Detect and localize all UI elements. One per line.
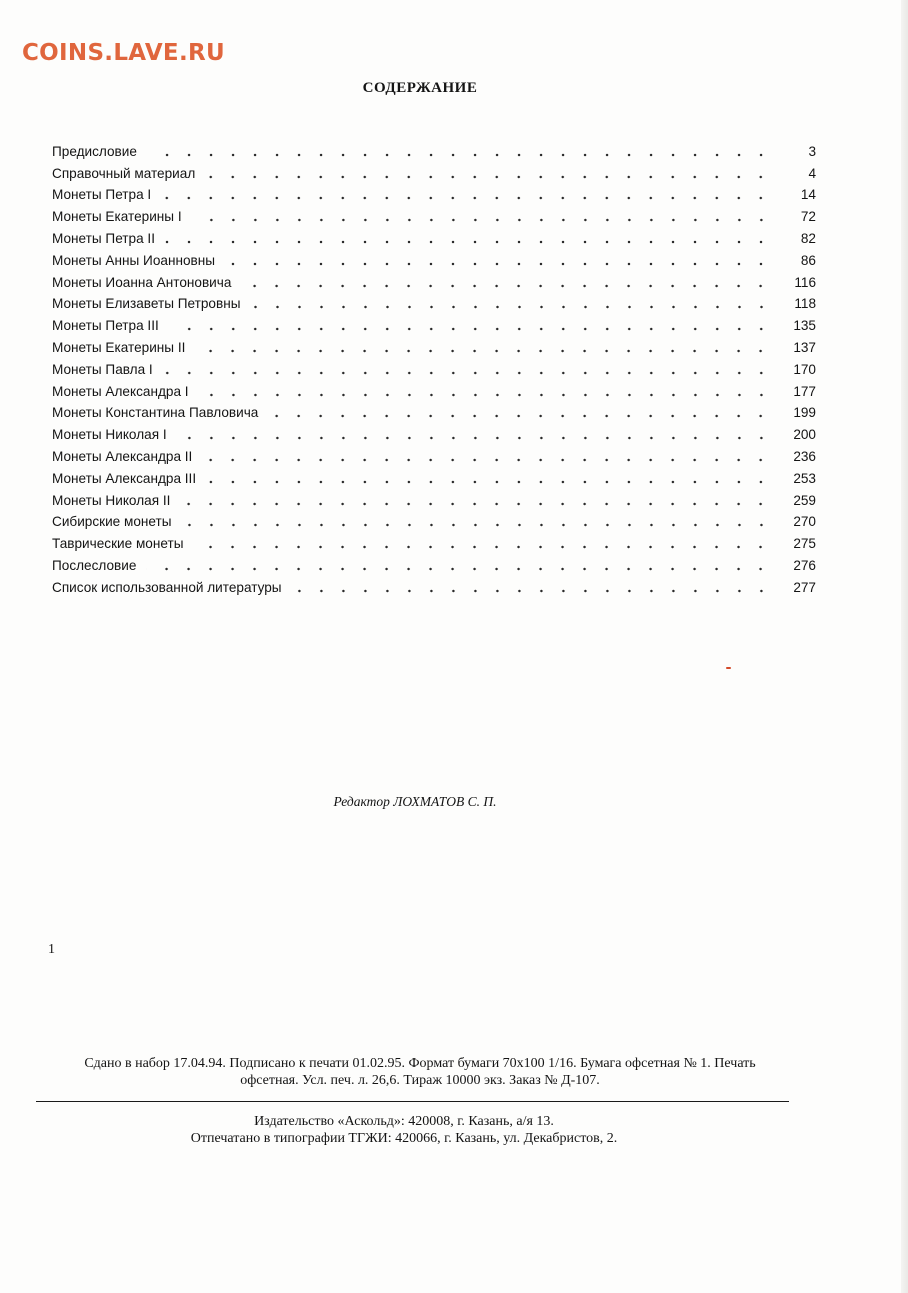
toc-entry-page: 275 (793, 536, 816, 552)
toc-entry-label: Монеты Екатерины II (52, 339, 186, 355)
dot-leader (147, 153, 772, 157)
dot-leader (202, 458, 772, 462)
toc-entry-label: Монеты Александра III (52, 470, 197, 486)
dot-leader (169, 327, 772, 331)
page-number: 1 (48, 942, 55, 957)
divider-rule (36, 1101, 789, 1102)
toc-entry-page: 270 (793, 514, 816, 530)
toc-entry (52, 247, 816, 269)
dot-leader (199, 393, 772, 397)
toc-entry-label: Монеты Анны Иоанновны (52, 252, 216, 268)
toc-entry-page: 82 (800, 230, 816, 246)
imprint-block (30, 1055, 810, 1089)
toc-entry (52, 509, 816, 531)
toc-entry-page: 3 (808, 143, 816, 159)
toc-entry-page: 259 (793, 492, 816, 508)
toc-entry-page: 14 (800, 187, 816, 203)
dot-leader (206, 480, 772, 484)
toc-entry-page: 86 (800, 252, 816, 268)
toc-entry-page: 253 (793, 470, 816, 486)
toc-entry-label: Послесловие (52, 557, 137, 573)
dot-leader (146, 567, 772, 571)
toc-entry-label: Список использованной литературы (52, 579, 282, 595)
imprint-line-2: офсетная. Усл. печ. л. 26,6. Тираж 10000 экз. Заказ № Д-107. (240, 1073, 600, 1088)
table-of-contents (52, 138, 816, 596)
toc-entry-page: 200 (793, 427, 816, 443)
dot-leader (268, 414, 772, 418)
toc-entry-page: 276 (793, 557, 816, 573)
toc-entry (52, 138, 816, 160)
toc-entry-page: 277 (793, 579, 816, 595)
toc-entry-page: 177 (793, 383, 816, 399)
watermark: COINS.LAVE.RU (22, 40, 225, 66)
toc-entry-label: Монеты Александра I (52, 383, 189, 399)
dot-leader (195, 349, 772, 353)
toc-entry-page: 116 (794, 274, 816, 290)
toc-entry-label: Монеты Иоанна Антоновича (52, 274, 232, 290)
toc-entry-page: 236 (793, 448, 816, 464)
toc-entry-label: Монеты Константина Павловича (52, 405, 259, 421)
toc-entry (52, 312, 816, 334)
toc-entry-label: Монеты Николая I (52, 427, 167, 443)
toc-entry-label: Предисловие (52, 143, 137, 159)
toc-entry (52, 225, 816, 247)
toc-entry-label: Монеты Петра II (52, 230, 155, 246)
toc-entry-page: 137 (793, 339, 816, 355)
toc-entry-page: 4 (808, 165, 816, 181)
toc-entry (52, 465, 816, 487)
toc-entry (52, 530, 816, 552)
ink-speck (726, 667, 731, 669)
toc-entry (52, 203, 816, 225)
editor-credit: Редактор ЛОХМАТОВ С. П. (333, 794, 497, 809)
dot-leader (165, 240, 772, 244)
toc-entry (52, 160, 816, 182)
toc-entry (52, 574, 816, 596)
dot-leader (251, 305, 773, 309)
toc-entry-label: Монеты Николая II (52, 492, 171, 508)
toc-entry-label: Таврические монеты (52, 536, 184, 552)
toc-entry-page: 199 (793, 405, 816, 421)
toc-entry-label: Монеты Петра I (52, 187, 152, 203)
toc-entry (52, 356, 816, 378)
dot-leader (180, 502, 772, 506)
dot-leader (177, 436, 772, 440)
toc-entry-label: Монеты Петра III (52, 318, 159, 334)
publisher-line-2: Отпечатано в типографии ТГЖИ: 420066, г. Казань, ул. Декабристов, 2. (190, 1131, 618, 1146)
dot-leader (292, 589, 772, 593)
dot-leader (205, 175, 772, 179)
page-title: СОДЕРЖАНИЕ (362, 80, 478, 96)
toc-entry-page: 118 (794, 296, 816, 312)
publisher-line-1: Издательство «Аскольд»: 420008, г. Казань, а/я 13. (254, 1114, 554, 1129)
toc-entry (52, 552, 816, 574)
scan-edge (901, 0, 908, 1293)
toc-entry (52, 487, 816, 509)
toc-entry-label: Монеты Александра II (52, 448, 193, 464)
toc-entry (52, 378, 816, 400)
toc-entry (52, 334, 816, 356)
toc-entry (52, 182, 816, 204)
toc-entry-label: Сибирские монеты (52, 514, 172, 530)
publisher-block (0, 1113, 808, 1147)
toc-entry-label: Монеты Екатерины I (52, 209, 182, 225)
dot-leader (192, 218, 772, 222)
dot-leader (225, 262, 772, 266)
toc-entry (52, 291, 816, 313)
toc-entry-label: Монеты Павла I (52, 361, 153, 377)
toc-entry-page: 135 (793, 318, 816, 334)
toc-entry (52, 443, 816, 465)
toc-entry-label: Монеты Елизаветы Петровны (52, 296, 241, 312)
dot-leader (241, 284, 772, 288)
dot-leader (163, 371, 772, 375)
toc-entry-page: 72 (800, 209, 816, 225)
toc-entry-label: Справочный материал (52, 165, 196, 181)
dot-leader (193, 545, 772, 549)
toc-entry (52, 400, 816, 422)
imprint-line-1: Сдано в набор 17.04.94. Подписано к печати 01.02.95. Формат бумаги 70x100 1/16. Бумага офсетная № 1. Печать (84, 1056, 756, 1071)
toc-entry-page: 170 (793, 361, 816, 377)
toc-entry (52, 269, 816, 291)
dot-leader (182, 523, 772, 527)
toc-entry (52, 421, 816, 443)
dot-leader (161, 196, 772, 200)
